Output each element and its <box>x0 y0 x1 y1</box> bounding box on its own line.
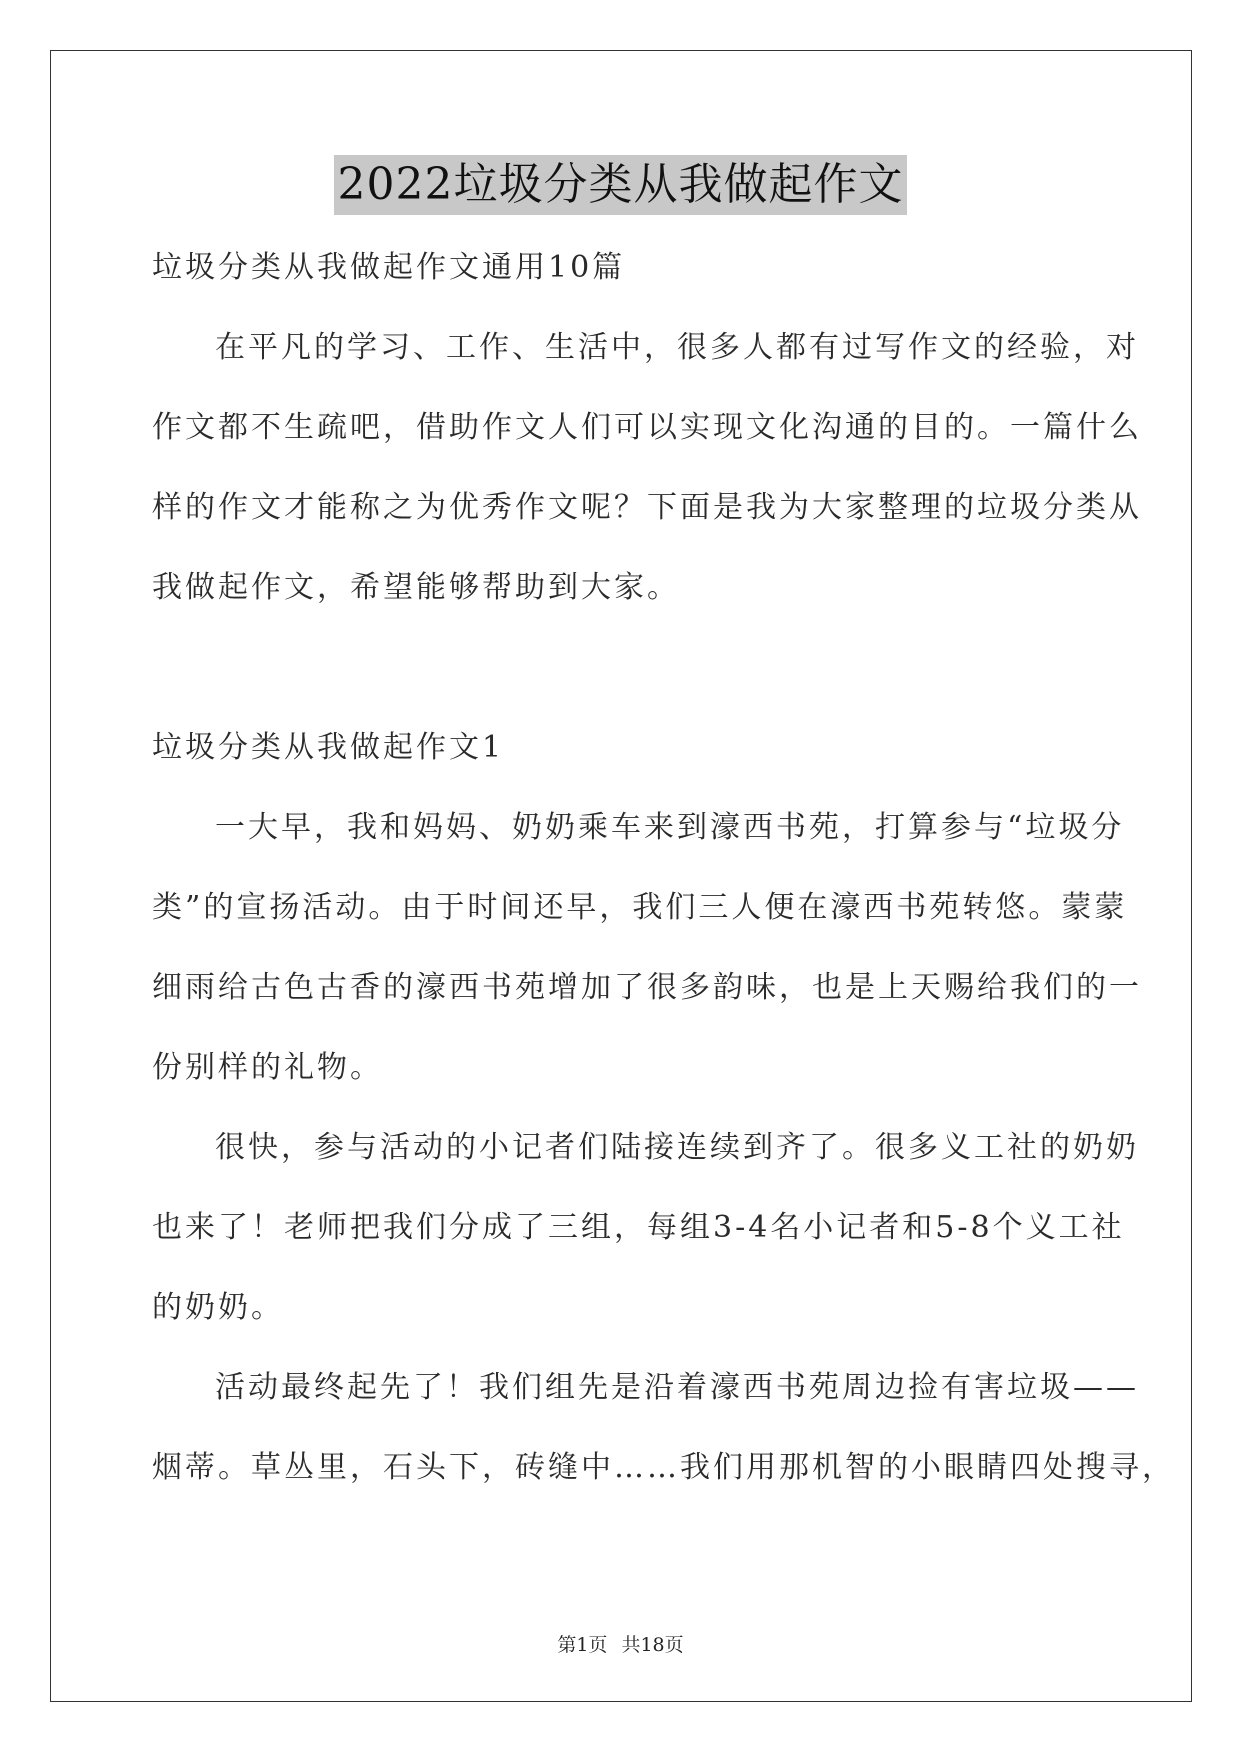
text-line: 活动最终起先了！我们组先是沿着濠西书苑周边捡有害垃圾—— <box>215 1370 1139 1405</box>
text-line: 垃圾分类从我做起作文1 <box>152 730 505 765</box>
page-footer <box>0 1630 1241 1657</box>
text-line: 我做起作文，希望能够帮助到大家。 <box>152 570 680 605</box>
text-line: 在平凡的学习、工作、生活中，很多人都有过写作文的经验，对 <box>215 330 1139 365</box>
title-container <box>0 155 1241 215</box>
text-line: 作文都不生疏吧，借助作文人们可以实现文化沟通的目的。一篇什么 <box>152 410 1142 445</box>
document-body <box>152 228 1175 1508</box>
text-line: 一大早，我和妈妈、奶奶乘车来到濠西书苑，打算参与“垃圾分 <box>215 810 1125 845</box>
blank-line <box>152 628 1092 708</box>
text-line: 也来了！老师把我们分成了三组，每组3-4名小记者和5-8个义工社 <box>152 1210 1125 1245</box>
text-line: 样的作文才能称之为优秀作文呢？下面是我为大家整理的垃圾分类从 <box>152 490 1142 525</box>
text-line: 类”的宣扬活动。由于时间还早，我们三人便在濠西书苑转悠。蒙蒙 <box>152 890 1128 925</box>
page-total: 共18页 <box>621 1634 684 1656</box>
text-line: 的奶奶。 <box>152 1290 284 1325</box>
text-line: 很快，参与活动的小记者们陆接连续到齐了。很多义工社的奶奶 <box>215 1130 1139 1165</box>
text-line: 烟蒂。草丛里，石头下，砖缝中……我们用那机智的小眼睛四处搜寻， <box>152 1450 1175 1485</box>
text-line: 垃圾分类从我做起作文通用10篇 <box>152 250 626 285</box>
text-line: 细雨给古色古香的濠西书苑增加了很多韵味，也是上天赐给我们的一 <box>152 970 1142 1005</box>
page-number: 第1页 <box>557 1634 608 1656</box>
text-line: 份别样的礼物。 <box>152 1050 383 1085</box>
document-title: 2022垃圾分类从我做起作文 <box>334 155 908 215</box>
